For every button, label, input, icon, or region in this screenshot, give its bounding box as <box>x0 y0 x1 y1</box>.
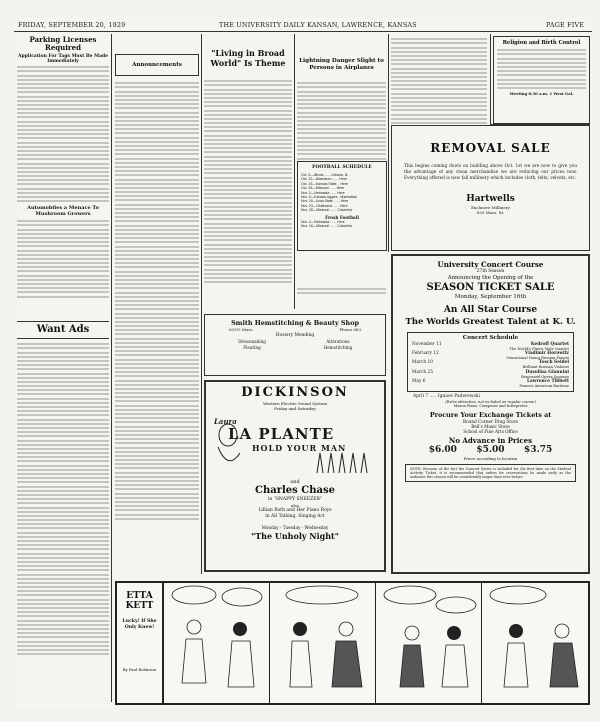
smith-item: Alterations <box>326 339 350 344</box>
schedule-row <box>412 360 569 369</box>
april-entry: April 7 ..... Ignace Paderewski <box>413 393 480 399</box>
religion-box <box>493 36 590 124</box>
schedule-desc: Brilliant Russian Violinist <box>522 365 569 370</box>
comic-panel-2 <box>269 583 375 703</box>
subhead-parking: Application For Tags Must Be Made Immediately <box>17 54 109 64</box>
concert-schedule <box>407 332 574 392</box>
removal-body: This begins coming down on building above Oct. 1st we are now to give you the advantage of any clean merchandise we are reducing our prices now. Everything offered is new fall millinery which includes cloth, felts, velvets, etc. <box>404 164 577 181</box>
also-text: also <box>290 503 300 508</box>
column-rule <box>111 34 112 702</box>
concert-note1: (Extra attraction, not included on regular course) <box>445 399 536 404</box>
newspaper-page <box>14 18 592 708</box>
schedule-desc: Sensational Young Russian Pianist <box>506 355 569 360</box>
concert-ad <box>391 254 590 574</box>
schedule-artist: Tosch Seidel <box>538 360 569 366</box>
coming-movie: "The Unholy Night" <box>251 531 339 541</box>
comic-title-panel <box>117 583 163 703</box>
comic-side: Lucky! If She Only Knew! <box>122 619 157 630</box>
star-portrait-icon <box>212 413 252 477</box>
football-rows <box>301 173 383 213</box>
concert-note2: Mason Piano. Composer and Interpreter <box>453 404 528 409</box>
place-item: Round Corner Drug Store <box>463 418 518 424</box>
article-body <box>17 66 109 202</box>
football-row: Nov. 23—Oklahoma ...... Here <box>301 203 348 208</box>
religion-address: Meeting 8:30 a.m. 1 West Gal. <box>509 91 574 97</box>
concert-line6: An All Star Course <box>443 304 538 315</box>
movie-art <box>212 413 378 477</box>
removal-store: Hartwells <box>466 194 515 204</box>
schedule-desc: Famous American Baritone <box>519 384 569 389</box>
smith-ad <box>204 314 386 376</box>
masthead-page: PAGE FIVE <box>546 21 585 29</box>
price-row <box>399 445 582 456</box>
extra-act: Lillian Roth and Her Piano Boys <box>258 508 332 513</box>
place-item: School of Fine Arts Office <box>463 428 518 434</box>
football-row: Nov. 9—Kansas Aggies . Manhattan <box>301 195 357 200</box>
rule <box>17 338 109 339</box>
price: $5.00 <box>476 444 505 455</box>
comic-credit: By Paul Robinson <box>122 667 157 673</box>
price: $3.75 <box>524 444 553 455</box>
headline-lightning: Lightning Danger Slight to Persons in Airplanes <box>299 58 384 71</box>
price-note: Prices according to location <box>463 455 518 461</box>
schedule-desc: Renowned Opera Soprano <box>521 374 569 379</box>
col1-article <box>17 36 109 316</box>
comic-panel-1 <box>163 583 269 703</box>
football-row: Nov. 16—Iowa State ...... Here <box>301 199 349 204</box>
announcements-list <box>115 80 199 570</box>
price: $6.00 <box>428 444 457 455</box>
headline-parking: Parking Licenses Required <box>29 36 97 52</box>
masthead <box>14 18 592 32</box>
schedule-artist: Kedroff Quartet <box>530 341 569 347</box>
masthead-date: FRIDAY, SEPTEMBER 20, 1929 <box>18 21 126 29</box>
short-title: in "SNAPPY SNEEZER" <box>267 497 323 502</box>
concert-line5: Monday, September 16th <box>454 293 527 300</box>
comic-panel-3 <box>375 583 481 703</box>
procure-title: Procure Your Exchange Tickets at <box>429 410 552 419</box>
schedule-row <box>412 379 569 388</box>
football-row: Nov. 2—Nebraska ...... Here <box>301 190 345 195</box>
and-text: and <box>290 479 300 485</box>
want-ads-list <box>17 341 109 701</box>
schedule-date: May 6 <box>412 379 426 385</box>
coming-days: Monday - Tuesday - Wednesday <box>261 525 329 530</box>
rule <box>17 321 109 322</box>
dickinson-name: DICKINSON <box>241 385 349 400</box>
frosh-rows <box>301 220 383 229</box>
schedule-artist: Vladimir Horowitz <box>524 350 569 356</box>
announcements-box <box>115 54 199 76</box>
schedule-row <box>412 342 569 351</box>
comic-panel-4 <box>481 583 590 703</box>
schedule-rows <box>412 342 569 389</box>
schedule-date: February 12 <box>412 350 439 356</box>
schedule-row <box>412 370 569 379</box>
schedule-title: Concert Schedule <box>462 334 519 341</box>
schedule-date: March 25 <box>412 369 434 375</box>
smith-item: Dressmaking <box>238 339 266 344</box>
dickinson-ad <box>204 380 386 572</box>
smith-name: Smith Hemstitching & Beauty Shop <box>231 319 359 327</box>
concert-line3: Announcing the Opening of the <box>447 274 534 281</box>
place-item: Bell's Music Store <box>471 423 510 429</box>
football-row: Oct. 12—Washburn ...... Here <box>301 177 347 182</box>
frosh-row: Nov. 16—Missouri ...... Columbia <box>301 224 352 229</box>
football-row: Oct. 5—Illinois ...... Urbana, Ill. <box>301 173 349 177</box>
smith-phone: Phone 683 <box>339 327 361 332</box>
concert-line7: The Worlds Greatest Talent at K. U. <box>405 316 576 327</box>
masthead-title: THE UNIVERSITY DAILY KANSAN, LAWRENCE, KANSAS <box>219 21 417 29</box>
comic-drawing-icon <box>482 583 590 703</box>
small-ad <box>297 286 386 297</box>
removal-title: REMOVAL SALE <box>430 141 551 155</box>
smith-service: Hosiery Mending <box>275 333 315 338</box>
star-first-name: Laura <box>214 417 237 426</box>
smith-services <box>209 339 381 351</box>
no-advance: No Advance in Prices <box>448 435 533 445</box>
column-rule <box>201 34 202 574</box>
frosh-title: Frosh Football <box>325 214 359 220</box>
article-body <box>17 220 109 297</box>
football-row: Oct. 19—Kansas State .. Here <box>301 181 349 186</box>
schedule-date: March 10 <box>412 360 434 366</box>
comic-strip <box>115 581 590 705</box>
schedule-artist: Lawrence Tibbett <box>526 379 569 385</box>
want-ads-title: Want Ads <box>36 324 90 335</box>
frosh-row: Nov. 2—Nebraska ...... Here <box>301 220 345 225</box>
football-title: FOOTBALL SCHEDULE <box>312 165 372 170</box>
concert-line2: 27th Season <box>476 269 505 274</box>
movie-title: HOLD YOUR MAN <box>252 443 347 453</box>
talk-act: in All Talking, Singing Act <box>265 514 325 519</box>
column-rule <box>388 34 389 252</box>
star-last-name: LA PLANTE <box>228 425 335 443</box>
announcements-title: Announcements <box>132 62 182 68</box>
schedule-row <box>412 351 569 360</box>
column-rule <box>490 34 491 124</box>
comic-title: ETTA KETT <box>125 591 154 611</box>
smith-item: Pleating <box>243 345 261 350</box>
dickinson-days: Friday and Saturday <box>274 406 316 411</box>
smith-addr: 833½ Mass. <box>229 327 254 332</box>
masthead-rule <box>14 31 592 32</box>
comic-drawing-icon <box>270 583 376 703</box>
schedule-date: November 11 <box>412 341 442 347</box>
football-row: Oct. 26—Missouri ...... Here <box>301 186 345 191</box>
football-schedule-panel <box>297 161 387 251</box>
comic-drawing-icon <box>164 583 270 703</box>
headline-mushroom: Automobiles a Menace To Mushroom Growers <box>27 205 99 218</box>
schedule-artist: Dusolina Giannini <box>525 369 569 375</box>
schedule-desc: The World's Finest Male Quartet <box>509 346 569 351</box>
concert-note: NOTE: Because of the fact the Concert Series is included for the first time on the Student Activity Ticket, it is recommended that orders for reservations be made early as the audience this season will be considerably larger than ever before. <box>405 464 576 483</box>
headline-living: "Living in Broad World" Is Theme <box>210 48 286 68</box>
chorus-line-icon <box>312 443 382 477</box>
comic-drawing-icon <box>376 583 482 703</box>
dickinson-tag: Western Electric Sound System <box>262 401 327 406</box>
removal-tag: Exclusive Millinery <box>471 205 510 210</box>
removal-addr: 833 Mass. St. <box>476 210 505 215</box>
column-rule <box>294 34 295 309</box>
concert-line1: University Concert Course <box>437 260 544 269</box>
football-row: Nov. 28—Missouri ...... Columbia <box>301 208 352 213</box>
star-chase: Charles Chase <box>255 485 335 496</box>
living-article <box>204 78 292 310</box>
smith-item: Hemstitching <box>323 345 353 350</box>
concert-line4: SEASON TICKET SALE <box>426 281 555 293</box>
removal-panel <box>391 125 590 251</box>
religion-title: Religion and Birth Control <box>502 40 581 46</box>
